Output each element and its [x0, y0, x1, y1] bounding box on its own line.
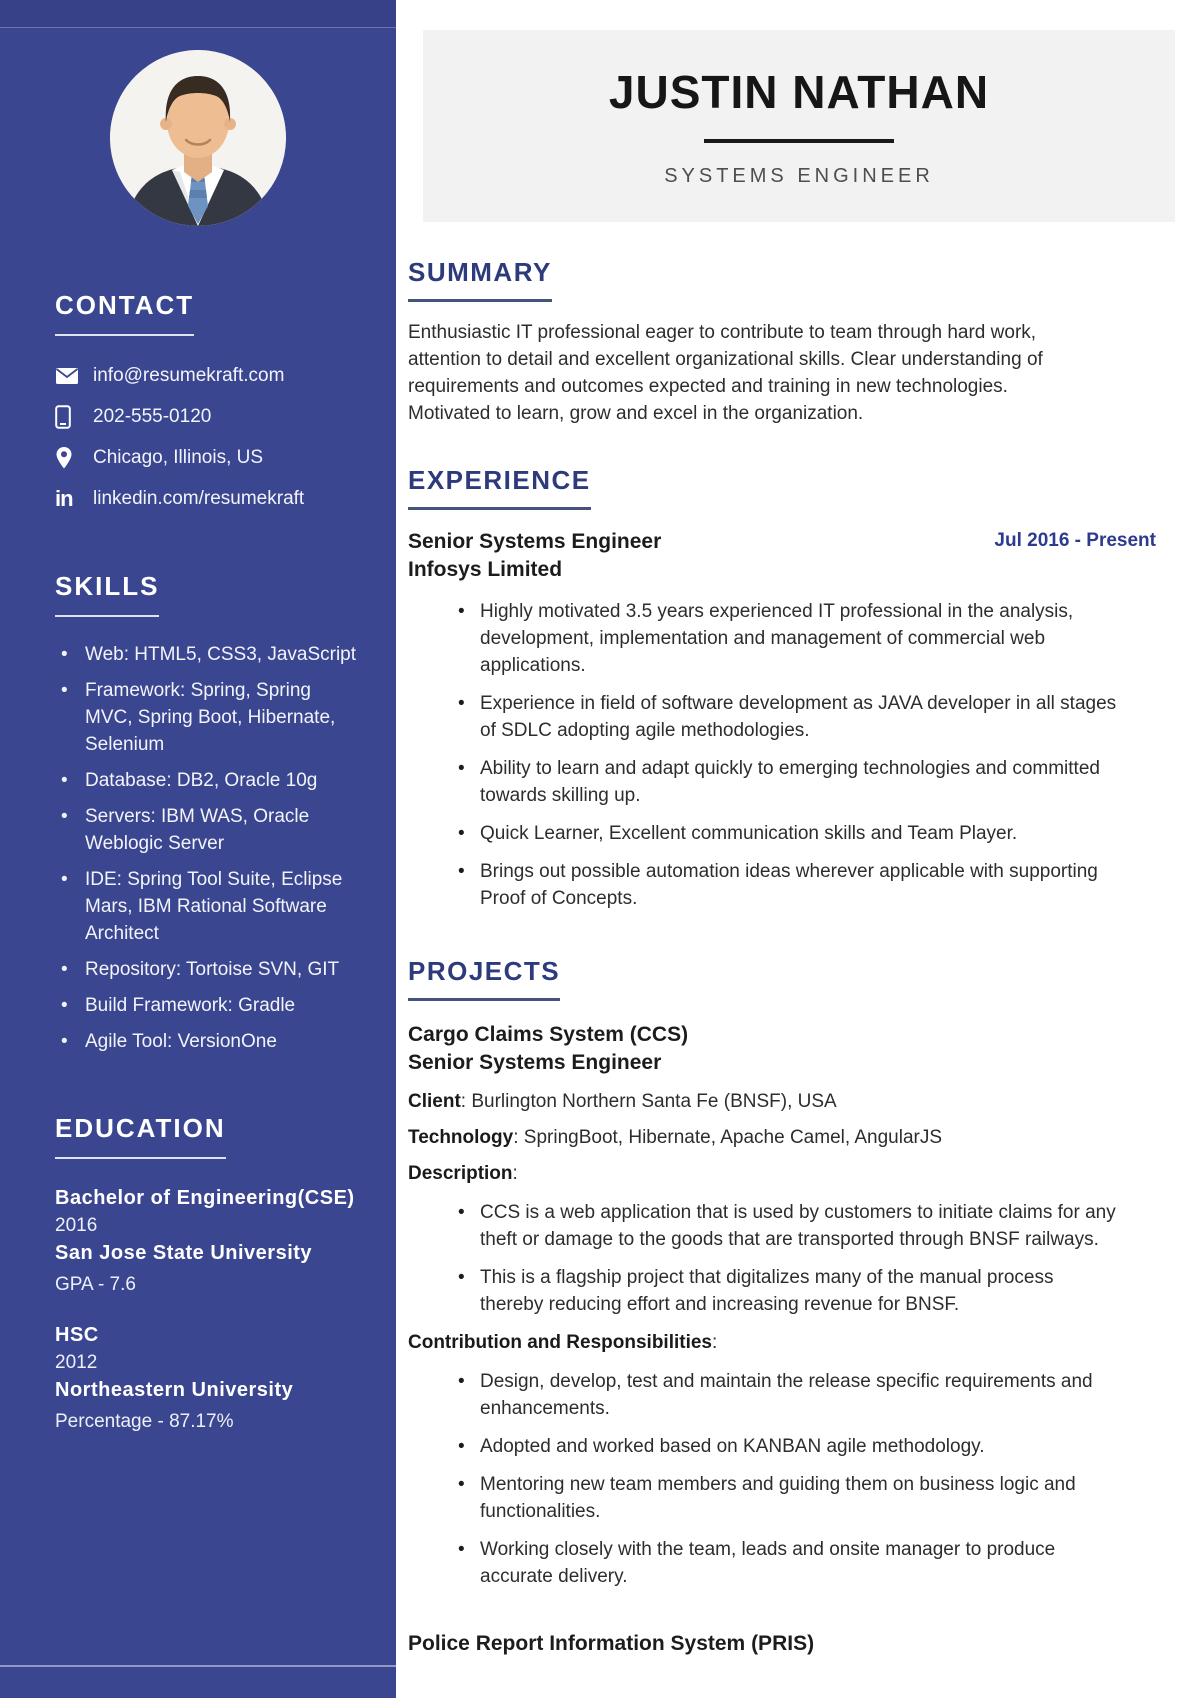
experience-bullet: • Experience in field of software development as JAVA developer in all stages of SDLC adopting agile methodologies. [458, 690, 1118, 744]
skill-item: • Servers: IBM WAS, Oracle Weblogic Server [55, 803, 360, 857]
skills-title: SKILLS [55, 571, 159, 617]
education-school: San Jose State University [55, 1242, 313, 1264]
experience-bullet: • Quick Learner, Excellent communication skills and Team Player. [458, 820, 1118, 847]
client-value: : Burlington Northern Santa Fe (BNSF), USA [460, 1091, 837, 1112]
contribution-colon: : [712, 1332, 718, 1353]
summary-text: Enthusiastic IT professional eager to contribute to team through hard work, attention to detail and excellent organizational skills. Clear understanding of requirements and outcomes expected and training in new technologies. Motivated to learn, grow and excel in the organization. [408, 322, 1043, 424]
main-content [396, 0, 1200, 1698]
project-technology-row [408, 1127, 1156, 1149]
education-score: Percentage - 87.17% [55, 1411, 234, 1432]
project-bullet: • Design, develop, test and maintain the release specific requirements and enhancements. [458, 1368, 1118, 1422]
summary-title: SUMMARY [408, 257, 552, 302]
contact-item-phone [55, 405, 360, 429]
project-contribution-list [458, 1368, 1156, 1590]
experience-section [408, 465, 1156, 912]
skill-item: • Framework: Spring, Spring MVC, Spring Boot, Hibernate, Selenium [55, 677, 360, 758]
job-title-block [408, 528, 661, 584]
linkedin-icon: in [55, 486, 73, 511]
sidebar-top-shade [0, 0, 396, 27]
contact-item-location [55, 446, 360, 470]
project-client-row [408, 1091, 1156, 1113]
education-school: Northeastern University [55, 1379, 294, 1401]
education-section [55, 1113, 360, 1433]
skill-item: • Database: DB2, Oracle 10g [55, 767, 360, 794]
project-name: Police Report Information System (PRIS) [408, 1632, 815, 1655]
summary-section [408, 257, 1156, 427]
location-icon [55, 446, 81, 470]
skill-item: • Build Framework: Gradle [55, 992, 360, 1019]
education-year: 2012 [55, 1352, 98, 1373]
sidebar [0, 0, 396, 1698]
project-bullet: • Adopted and worked based on KANBAN agile methodology. [458, 1433, 1118, 1460]
education-degree: Bachelor of Engineering(CSE) [55, 1187, 355, 1209]
contact-location-value: Chicago, Illinois, US [93, 447, 264, 468]
experience-title: EXPERIENCE [408, 465, 591, 510]
name-divider [704, 139, 894, 143]
project-bullet: • Mentoring new team members and guiding them on business logic and functionalities. [458, 1471, 1118, 1525]
contact-linkedin-value[interactable]: linkedin.com/resumekraft [93, 488, 305, 509]
technology-value: : SpringBoot, Hibernate, Apache Camel, AngularJS [513, 1127, 943, 1148]
sidebar-top-line [0, 27, 396, 28]
project-role: Senior Systems Engineer [408, 1051, 662, 1074]
contact-email-value[interactable]: info@resumekraft.com [93, 365, 285, 386]
experience-bullet: • Ability to learn and adapt quickly to emerging technologies and committed towards skilling up. [458, 755, 1118, 809]
skill-item: • Agile Tool: VersionOne [55, 1028, 360, 1055]
contact-item-email [55, 364, 360, 388]
project-bullet: • Working closely with the team, leads and onsite manager to produce accurate delivery. [458, 1536, 1118, 1590]
experience-bullet: • Highly motivated 3.5 years experienced IT professional in the analysis, development, implementation and management of commercial web applications. [458, 598, 1118, 679]
project-description-row [408, 1163, 1156, 1185]
profile-photo [110, 50, 286, 226]
projects-title: PROJECTS [408, 956, 560, 1001]
project-description-list [458, 1199, 1156, 1318]
education-score: GPA - 7.6 [55, 1274, 136, 1295]
education-year: 2016 [55, 1215, 98, 1236]
contact-section [55, 290, 360, 511]
contact-title: CONTACT [55, 290, 194, 336]
skills-section [55, 571, 360, 1055]
skill-item: • IDE: Spring Tool Suite, Eclipse Mars, IBM Rational Software Architect [55, 866, 360, 947]
contact-phone-value: 202-555-0120 [93, 406, 212, 427]
page-break-line [0, 1665, 396, 1667]
phone-icon [55, 405, 81, 429]
contact-list [55, 364, 360, 511]
project-bullet: • This is a flagship project that digitalizes many of the manual process thereby reducing effort and increasing revenue for BNSF. [458, 1264, 1118, 1318]
contact-item-linkedin [55, 487, 360, 511]
person-name: JUSTIN NATHAN [608, 65, 990, 118]
education-title: EDUCATION [55, 1113, 226, 1159]
skills-list [55, 641, 360, 1055]
description-colon: : [512, 1163, 518, 1184]
job-title: Senior Systems Engineer [408, 530, 662, 553]
job-header [408, 528, 1156, 584]
profile-photo-icon [110, 50, 286, 226]
education-entry [55, 1322, 355, 1433]
projects-section [408, 956, 1156, 1656]
client-label: Client [408, 1091, 461, 1112]
project-bullet: • CCS is a web application that is used by customers to initiate claims for any theft or damage to the goods that are transported through BNSF railways. [458, 1199, 1118, 1253]
experience-bullet-list [458, 598, 1156, 912]
project-contribution-row [408, 1332, 1156, 1354]
description-label: Description [408, 1163, 513, 1184]
education-degree: HSC [55, 1324, 99, 1346]
job-company: Infosys Limited [408, 558, 563, 581]
education-entry [55, 1185, 355, 1296]
technology-label: Technology [408, 1127, 514, 1148]
project-name: Cargo Claims System (CCS) [408, 1023, 689, 1046]
person-role: SYSTEMS ENGINEER [664, 164, 934, 187]
skill-item: • Repository: Tortoise SVN, GIT [55, 956, 360, 983]
skill-item: • Web: HTML5, CSS3, JavaScript [55, 641, 360, 668]
job-dates: Jul 2016 - Present [994, 530, 1156, 551]
experience-bullet: • Brings out possible automation ideas wherever applicable with supporting Proof of Concepts. [458, 858, 1118, 912]
header-banner [423, 30, 1175, 222]
contribution-label: Contribution and Responsibilities [408, 1332, 712, 1353]
email-icon [55, 364, 81, 388]
